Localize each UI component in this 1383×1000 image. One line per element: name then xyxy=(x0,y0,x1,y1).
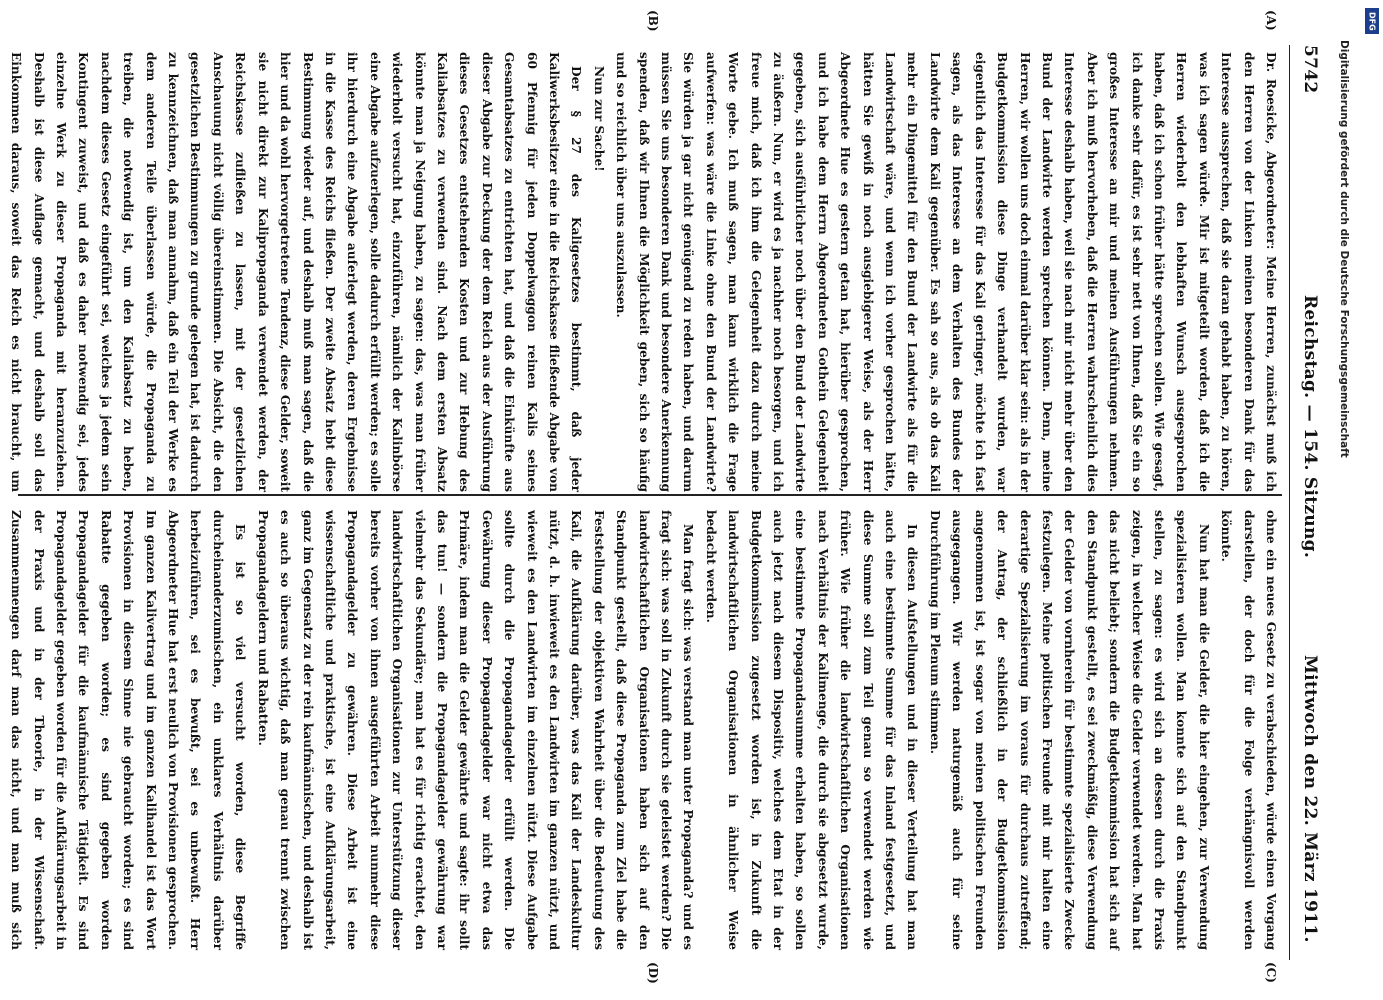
margin-mark-d: (D) xyxy=(646,962,660,984)
left-column xyxy=(9,52,1282,492)
margin-mark-c: (C) xyxy=(1264,962,1278,983)
paragraph: Nun hat man die Gelder, die hier eingehen, zur Verwendung spezialisieren wollen. Man konnte sich auf den Standpunkt stellen, zu sagen: es wird sich an dessen durch die Praxis zeigen, in welcher Weise die Gelder verwendet werden. Man hat das nicht beliebt; sondern die Budgetkommission hat sich auf den Standpunkt gestellt, es sei zweckmäßig, diese Verwendung der Gelder von vornherein für bestimmte spezialisierte Zwecke festzulegen. Meine politischen Freunde mit mir halten eine derartige Spezialisierung im voraus für durchaus zutreffend; der Antrag, der schließlich in der Budgetkommission angenommen ist, ist sogar von meinen politischen Freunden ausgegangen. Wir werden naturgemäß auch für seine Durchführung im Plenum stimmen. xyxy=(927,510,1211,950)
dfg-logo: DFG xyxy=(1365,8,1379,34)
paragraph: Nun zur Sache! xyxy=(591,66,606,172)
paragraph: Dr. Roesicke, Abgeordneter: Meine Herren, zunächst muß ich den Herren von der Linken meinen besonderen Dank für das Interesse aussprechen, daß sie daran gehabt haben, zu hören, was ich sagen würde. Mir ist mitgeteilt worden, daß ich die Herren wiederholt den lebhaften Wunsch ausgesprochen haben, daß ich schon früher hätte sprechen sollen. Wie gesagt, ich danke sehr dafür, es ist sehr nett von Ihnen, daß Sie ein so großes Interesse an mir und meinen Ausführungen nehmen. Aber ich muß hervorheben, daß die Herren wahrscheinlich dies Interesse deshalb haben, weil sie nach mir nicht mehr über den Bund der Landwirte werden sprechen können. Denn, meine Herren, wir wollen uns doch einmal darüber klar sein: als in der Budgetkommission diese Dinge verhandelt wurden, war eigentlich das Interesse für das Kali geringer, möchte ich fast sagen, als das Interesse an dem Verhalten des Bundes der Landwirte dem Kali gegenüber. Es sah so aus, als ob das Kali mehr ein Dingemittel für den Bund der Landwirte als für die Landwirtschaft wäre, und wenn ich vorher gesprochen hätte, hätten Sie gewiß in noch ausgiebigerer Weise, als der Herr Abgeordnete Hue es gestern getan hat, hierüber gesprochen, und ich habe dem Herrn Abgeordneten Gothein Gelegenheit gegeben, sich ausführlicher noch über den Bund der Landwirte zu äußern. Nun, er wird es ja nachher noch besorgen, und ich freue mich, daß ich ihm die Gelegenheit dazu durch meine Worte gebe. Ich muß sagen, man kann wirklich die Frage aufwerfen: was wäre die Linke ohne den Bund der Landwirte? Sie würden ja gar nicht genügend zu reden haben, und darum müssen Sie uns besonderen Dank und besondere Anerkennung spenden, daß wir Ihnen die Möglichkeit geben, sich so häufig und so reichlich über uns auszulassen. xyxy=(614,52,1278,492)
page-header xyxy=(1289,45,1324,960)
paragraph: Es ist so viel versucht worden, diese Begriffe durcheinanderzumischen, ein unklares Verhältnis darüber herbeizuführen, sei es bewußt, sei es unbewußt. Herr Abgeordneter Hue hat erst neulich von Provisionen gesprochen. Im ganzen Kalivertrag und im ganzen Kalihandel ist das Wort Provisionen in diesem Sinne nie gebraucht worden; es sind Rabatte gegeben worden; es sind gegeben worden Propagandagelder für die kaufmännische Tätigkeit. Es sind Propagandagelder gegeben worden für die Aufklärungsarbeit in der Praxis und in der Theorie, in der Wissenschaft. Zusammenmengen darf man das nicht, und man muß sich xyxy=(9,510,248,950)
session-title: Reichstag. — 154. Sitzung. xyxy=(1300,295,1320,559)
paragraph: Der § 27 des Kaligesetzes bestimmt, daß jeder Kaliwerksbesitzer eine in die Reichskasse fließende Abgabe von 60 Pfennig für jeden Doppelwaggon reinen Kalis seines Gesamtabsatzes zu entrichten hat, und daß die Einkünfte aus dieser Abgabe zur Deckung der dem Reich aus der Ausführung dieses Gesetzes entstehenden Kosten und zur Hebung des Kaliabsatzes zu verwenden sind. Nach dem ersten Absatz könnte man ja Neigung haben, zu sagen: das, was man früher wiederholt versucht hat, einzuführen, nämlich der Kalinbörse eine Abgabe aufzuerlegen, solle dadurch erfüllt werden; es solle ihr hierdurch eine Abgabe auferlegt werden, deren Ergebnisse in die Kasse des Reichs fließen. Der zweite Absatz hebt diese Bestimmung wieder auf, und deshalb muß man sagen, daß die hier und da wohl hervorgetretene Tendenz, diese Gelder, soweit sie nicht direkt zur Kalipropaganda verwendet werden, der Reichskasse zufließen zu lassen, mit der gesetzlichen Anschauung nicht völlig übereinstimmen. Die Absicht, die den gesetzlichen Bestimmungen zu grunde gelegen hat, ist dadurch zu kennzeichnen, daß man annahm, daß ein Teil der Werke es dem anderen Teile überlassen würde, die Propaganda zu treiben, die notwendig ist, um den Kaliabsatz zu heben, nachdem dieses Gesetz eingeführt sei, welches ja jedem sein Kontingent zuweist, und daß es daher notwendig sei, jedes einzelne Werk zu dieser Propaganda mit heranzuziehen. Deshalb ist diese Auflage gemacht, und deshalb soll das Einkommen daraus, soweit das Reich es nicht braucht, um xyxy=(9,52,584,492)
paragraph: In diesen Aufstellungen und in dieser Verteilung hat man auch eine bestimmte Summe für das Inland festgesetzt, und diese Summe soll zum Teil genau so verwendet werden wie früher. Wie früher die landwirtschaftlichen Organisationen nach Verhältnis der Kalimenge, die durch sie abgesetzt wurde, eine bestimmte Propagandasumme erhalten haben, so sollen auch jetzt nach diesem Dispositiv, welches dem Etat in der Budgetkommission zugesetzt worden ist, in Zukunft die landwirtschaftlichen Organisationen in ähnlicher Weise bedacht werden. xyxy=(703,510,920,950)
right-column xyxy=(9,510,1282,950)
paragraph: ohne ein neues Gesetz zu verabschieden, würde einen Vorgang darstellen, der doch für die Folge verhängnisvoll werden könnte. xyxy=(1219,510,1278,950)
digitization-credit: Digitalisierung gefördert durch die Deutsche Forschungsgemeinschaft xyxy=(1338,40,1350,458)
margin-mark-a: (A) xyxy=(1264,10,1278,31)
paragraph: Man fragt sich: was verstand man unter Propaganda? und es fragt sich: was soll in Zukunft durch sie geleistet werden? Die landwirtschaftlichen Organisationen haben sich auf den Standpunkt gestellt, daß diese Propaganda zum Ziel habe die Feststellung der objektiven Wahrheit über die Bedeutung des Kali, die Aufklärung darüber, was das Kali der Landeskultur nützt, d. h. inwieweit es den Landwirten im ganzen nützt, und wieweit es den Landwirten im einzelnen nützt. Diese Aufgabe sollte durch die Propagandagelder erfüllt werden. Die Gewährung dieser Propagandagelder war nicht etwa das Primäre, indem man die Gelder gewährte und sagte: ihr sollt das tun! — sondern die Propagandagelder gewährung war vielmehr das Sekundäre; man hat es für richtig erachtet, den landwirtschaftlichen Organisationen zur Unterstützung dieser bereits vorher von ihnen ausgeführten Arbeit nunmehr diese Propagandagelder zu gewähren. Diese Arbeit ist eine wissenschaftliche und praktische, ist eine Aufklärungsarbeit, ganz im Gegensatz zu der rein kaufmännischen, und deshalb ist es auch so überaus wichtig, daß man genau trennt zwischen Propagandageldern und Rabatten. xyxy=(255,510,696,950)
margin-mark-b: (B) xyxy=(646,10,660,32)
session-date: Mittwoch den 22. März 1911. xyxy=(1300,655,1320,943)
column-divider xyxy=(18,494,1282,496)
page-number: 5742 xyxy=(1300,45,1320,94)
